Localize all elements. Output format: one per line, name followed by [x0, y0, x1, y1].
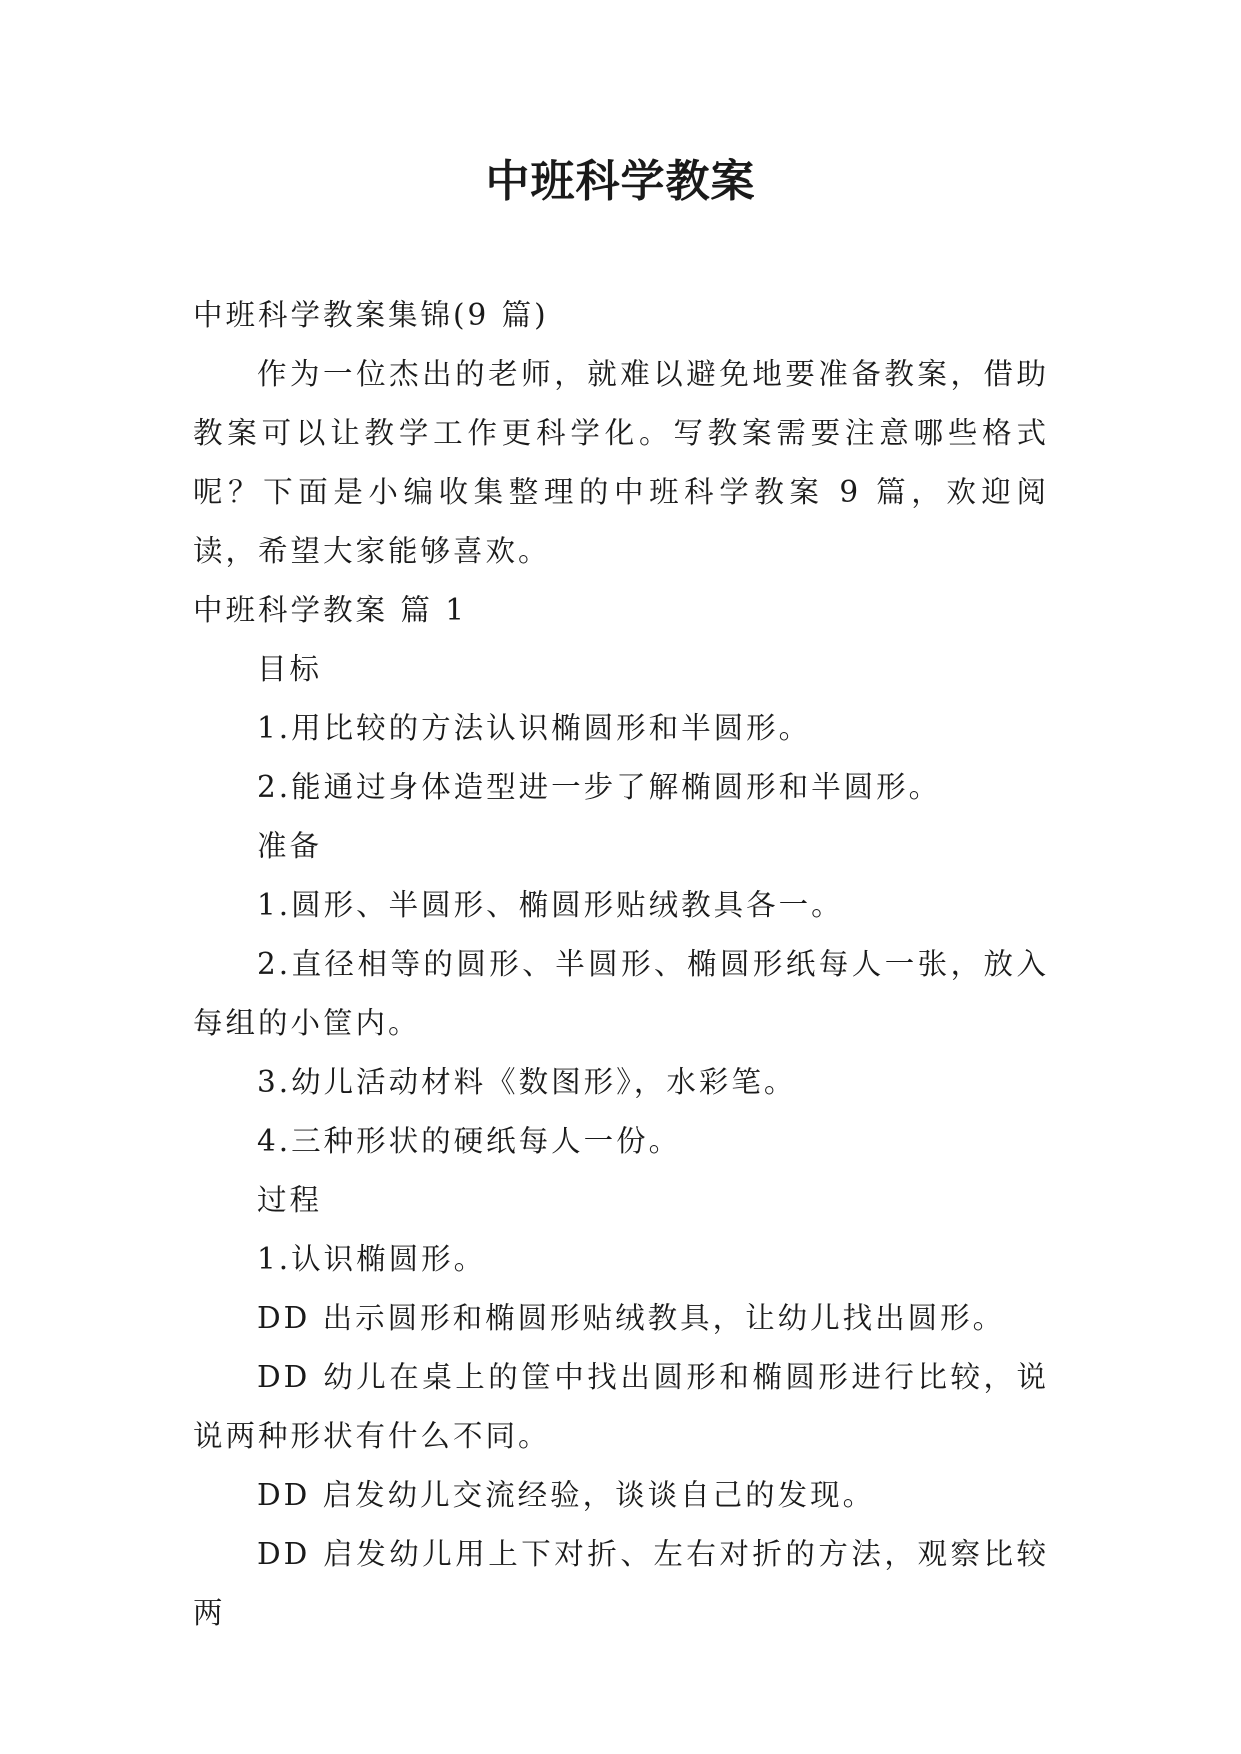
paragraph: 1.用比较的方法认识椭圆形和半圆形。 [257, 711, 812, 745]
subheading-goal: 目标 [257, 652, 323, 686]
subheading-process: 过程 [257, 1183, 323, 1217]
paragraph: DD 启发幼儿交流经验，谈谈自己的发现。 [257, 1478, 876, 1512]
paragraph: 1.认识椭圆形。 [257, 1242, 487, 1276]
paragraph: 1.圆形、半圆形、椭圆形贴绒教具各一。 [257, 888, 844, 922]
section-heading: 中班科学教案 篇 1 [193, 593, 468, 627]
paragraph: 中班科学教案集锦(9 篇) [193, 298, 549, 332]
paragraph: 2.能通过身体造型进一步了解椭圆形和半圆形。 [257, 770, 942, 804]
paragraph: DD 启发幼儿用上下对折、左右对折的方法，观察比较两 [193, 1537, 1049, 1630]
subheading-preparation: 准备 [257, 829, 323, 863]
paragraph: 2.直径相等的圆形、半圆形、椭圆形纸每人一张，放入每组的小筐内。 [193, 947, 1049, 1040]
paragraph: 4.三种形状的硬纸每人一份。 [257, 1124, 682, 1158]
paragraph: DD 幼儿在桌上的筐中找出圆形和椭圆形进行比较，说说两种形状有什么不同。 [193, 1360, 1049, 1453]
document-title: 中班科学教案 [485, 156, 756, 207]
paragraph: 作为一位杰出的老师，就难以避免地要准备教案，借助教案可以让教学工作更科学化。写教案需要注意哪些格式呢？下面是小编收集整理的中班科学教案 9 篇，欢迎阅读，希望大家能够喜欢。 [193, 357, 1049, 568]
paragraph: DD 出示圆形和椭圆形贴绒教具，让幼儿找出圆形。 [257, 1301, 1006, 1335]
document-body [193, 286, 1049, 1643]
paragraph: 3.幼儿活动材料《数图形》，水彩笔。 [257, 1065, 797, 1099]
